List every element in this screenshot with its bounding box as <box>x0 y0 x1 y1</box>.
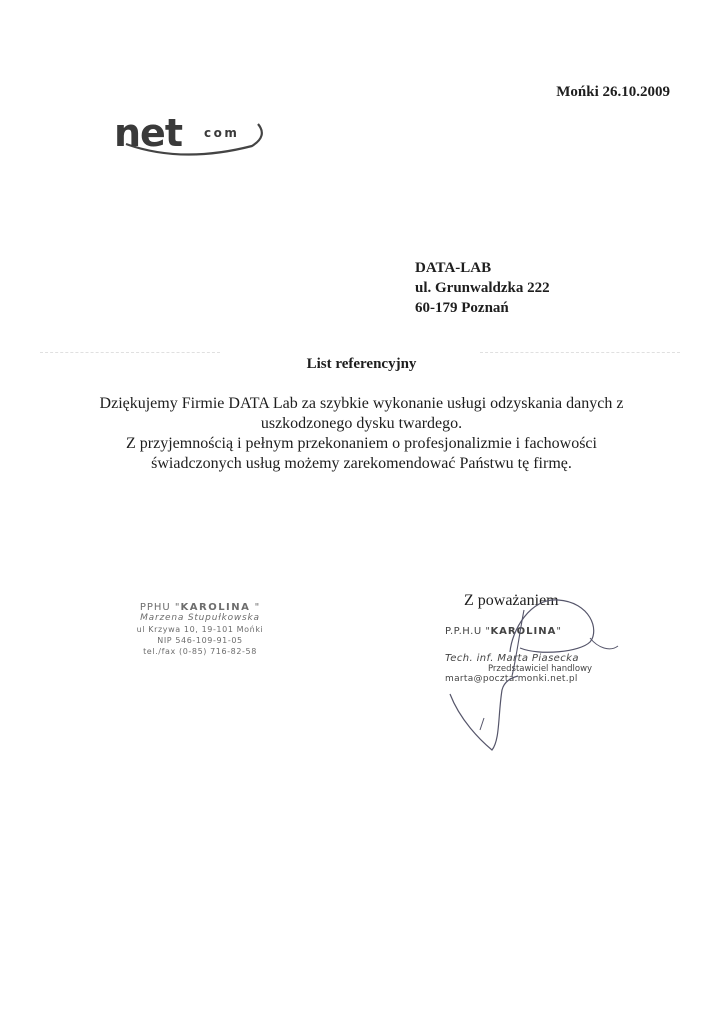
stamp-right-person: Tech. inf. Marta Piasecka <box>445 653 579 664</box>
stamp-right-company-name: KAROLINA <box>490 626 557 637</box>
recipient-street: ul. Grunwaldzka 222 <box>415 280 550 296</box>
stamp-left-company-name: KAROLINA <box>180 602 251 613</box>
stamp-left-company-suffix: " <box>250 602 261 613</box>
stamp-right-company-suffix: " <box>556 626 562 637</box>
logo-sub-text: com <box>204 126 240 140</box>
stamp-left-owner: Marzena Stupułkowska <box>140 613 260 623</box>
stamp-left-address: ul Krzywa 10, 19-101 Mońki <box>136 625 264 634</box>
letter-title: List referencyjny <box>306 356 417 372</box>
body-line: Dziękujemy Firmie DATA Lab za szybkie wykonanie usługi odzyskania danych z <box>99 395 624 412</box>
company-logo <box>112 106 272 166</box>
letter-date: Mońki 26.10.2009 <box>556 84 670 100</box>
company-stamp-left <box>100 602 300 657</box>
recipient-address <box>415 258 550 318</box>
stamp-right-company <box>445 626 635 637</box>
company-stamp-right <box>445 626 635 684</box>
netcom-logo-graphic <box>112 106 272 166</box>
body-line: uszkodzonego dysku twardego. <box>260 415 463 432</box>
closing-salutation: Z poważaniem <box>464 592 559 609</box>
recipient-city: 60-179 Poznań <box>415 300 509 316</box>
stamp-left-company-prefix: PPHU " <box>139 602 181 613</box>
recipient-name: DATA-LAB <box>415 260 492 276</box>
stamp-left-nip: NIP 546-109-91-05 <box>157 636 243 645</box>
stamp-left-company <box>100 602 300 613</box>
stamp-right-email: marta@poczta.monki.net.pl <box>445 674 578 684</box>
body-line: świadczonych usług możemy zarekomendować Państwu tę firmę. <box>151 455 572 472</box>
stamp-right-role: Przedstawiciel handlowy <box>487 664 593 674</box>
letter-body <box>60 394 663 474</box>
body-line: Z przyjemnością i pełnym przekonaniem o profesjonalizmie i fachowości <box>126 435 597 452</box>
stamp-left-phone: tel./fax (0-85) 716-82-58 <box>143 647 257 656</box>
stamp-right-company-prefix: P.P.H.U " <box>445 626 491 637</box>
scan-artifact-line <box>480 352 680 353</box>
scan-artifact-line <box>40 352 220 353</box>
logo-main-text: net <box>114 111 182 155</box>
